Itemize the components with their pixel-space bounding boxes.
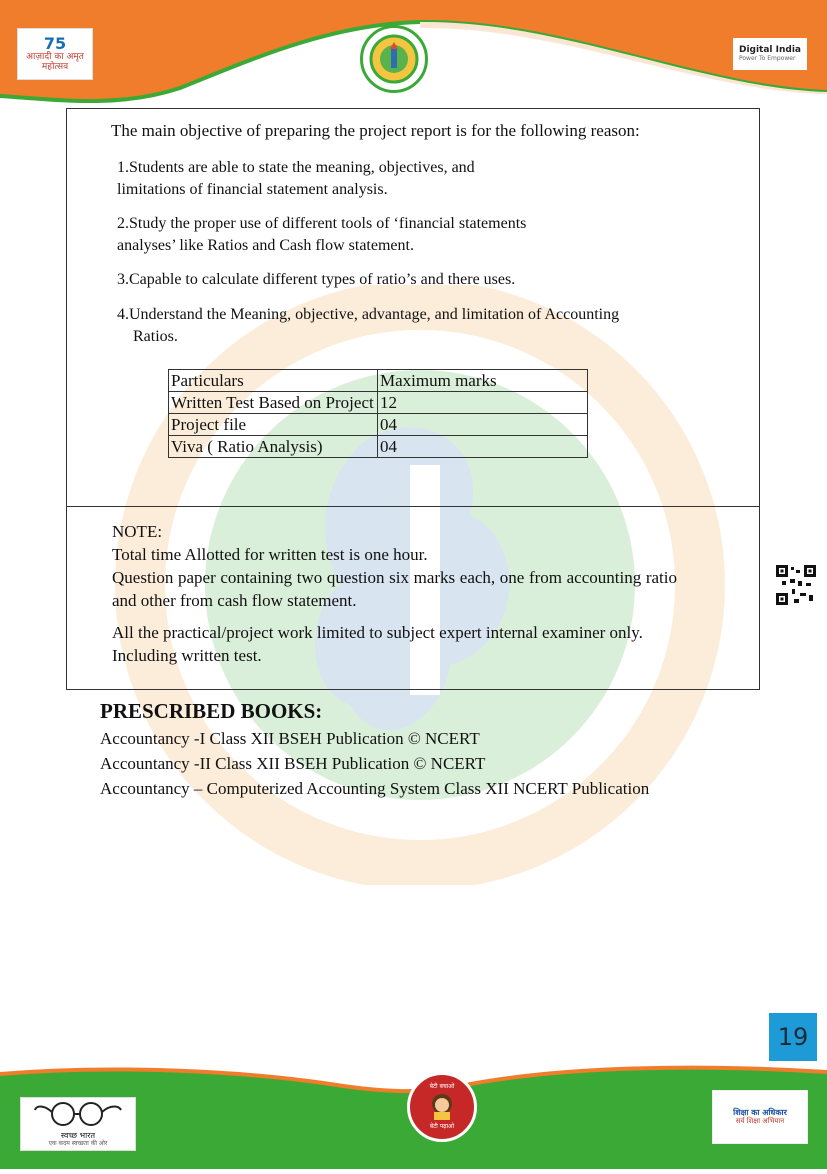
intro-text: The main objective of preparing the project report is for the following reason: [111,121,640,140]
bseh-emblem-logo [360,25,428,93]
box-divider [66,506,760,507]
header-band [0,0,827,110]
table-header-cell: Maximum marks [378,370,588,392]
table-header-cell: Particulars [169,370,378,392]
book-item: Accountancy -I Class XII BSEH Publication © NCERT [100,729,480,748]
footer-band [0,1064,827,1169]
note-line: Question paper containing two question six marks each, one from accounting ratio and other from cash flow statement. [112,568,677,610]
table-cell: Written Test Based on Project [169,392,378,414]
table-row [169,414,588,436]
note-title: NOTE: [112,522,163,541]
prescribed-books-section [100,698,649,801]
digital-india-subtext: Power To Empower [738,54,796,62]
swachh-bharat-text: स्वच्छ भारत [60,1131,96,1141]
objective-item-cont: analyses’ like Ratios and Cash flow statement. [117,237,414,254]
objective-item: 2.Study the proper use of different tools of ‘financial statements [117,215,527,232]
objective-text: Study the proper use of different tools of ‘financial statements [129,215,527,232]
swachh-bharat-subtext: एक कदम स्वच्छता की ओर [48,1140,108,1148]
digital-india-logo [733,38,807,70]
beti-bachao-bottom-text: बेटी पढ़ाओ [429,1123,455,1130]
glasses-icon [33,1100,123,1128]
objective-item-cont: Ratios. [133,328,178,345]
shiksha-ka-adhikar-logo [712,1090,808,1144]
note-line: All the practical/project work limited to subject expert internal examiner only. Including written test. [112,623,643,665]
book-item: Accountancy -II Class XII BSEH Publication © NCERT [100,754,486,773]
qr-code-icon [776,565,816,605]
swachh-bharat-logo [20,1097,136,1151]
page-number: 19 [769,1013,817,1061]
table-cell: 12 [378,392,588,414]
books-heading: PRESCRIBED BOOKS: [100,699,323,723]
objective-item-cont: limitations of financial statement analysis. [117,181,388,198]
table-row [169,436,588,458]
table-cell: Viva ( Ratio Analysis) [169,436,378,458]
objective-item: 3.Capable to calculate different types of ratio’s and there uses. [117,271,516,288]
emblem-icon [369,34,419,84]
objective-text: Capable to calculate different types of ratio’s and there uses. [129,271,516,288]
table-cell: 04 [378,414,588,436]
note-line: Total time Allotted for written test is one hour. [112,545,428,564]
shiksha-ka-adhikar-text: शिक्षा का अधिकार [733,1107,787,1117]
note-section [112,520,677,667]
table-header-row [169,370,588,392]
beti-bachao-logo [407,1072,477,1142]
marks-table [168,369,588,458]
table-cell: Project file [169,414,378,436]
digital-india-text: Digital India [738,44,802,55]
logo-number: 75 [43,34,67,54]
objective-text: Students are able to state the meaning, objectives, and [129,159,475,176]
beti-bachao-top-text: बेटी बचाओ [429,1083,455,1090]
objective-item: 1.Students are able to state the meaning, objectives, and [117,159,475,176]
objective-text: Understand the Meaning, objective, advantage, and limitation of Accounting [129,306,620,323]
table-cell: 04 [378,436,588,458]
table-row [169,392,588,414]
girl-reading-icon [426,1090,458,1122]
book-item: Accountancy – Computerized Accounting System Class XII NCERT Publication [100,779,650,798]
sarva-shiksha-text: सर्व शिक्षा अभियान [735,1116,785,1125]
objective-item: 4.Understand the Meaning, objective, advantage, and limitation of Accounting [117,306,620,323]
azadi-amrit-mahotsav-logo [17,28,93,80]
logo-text: आज़ादी का अमृत महोत्सव [26,51,84,72]
